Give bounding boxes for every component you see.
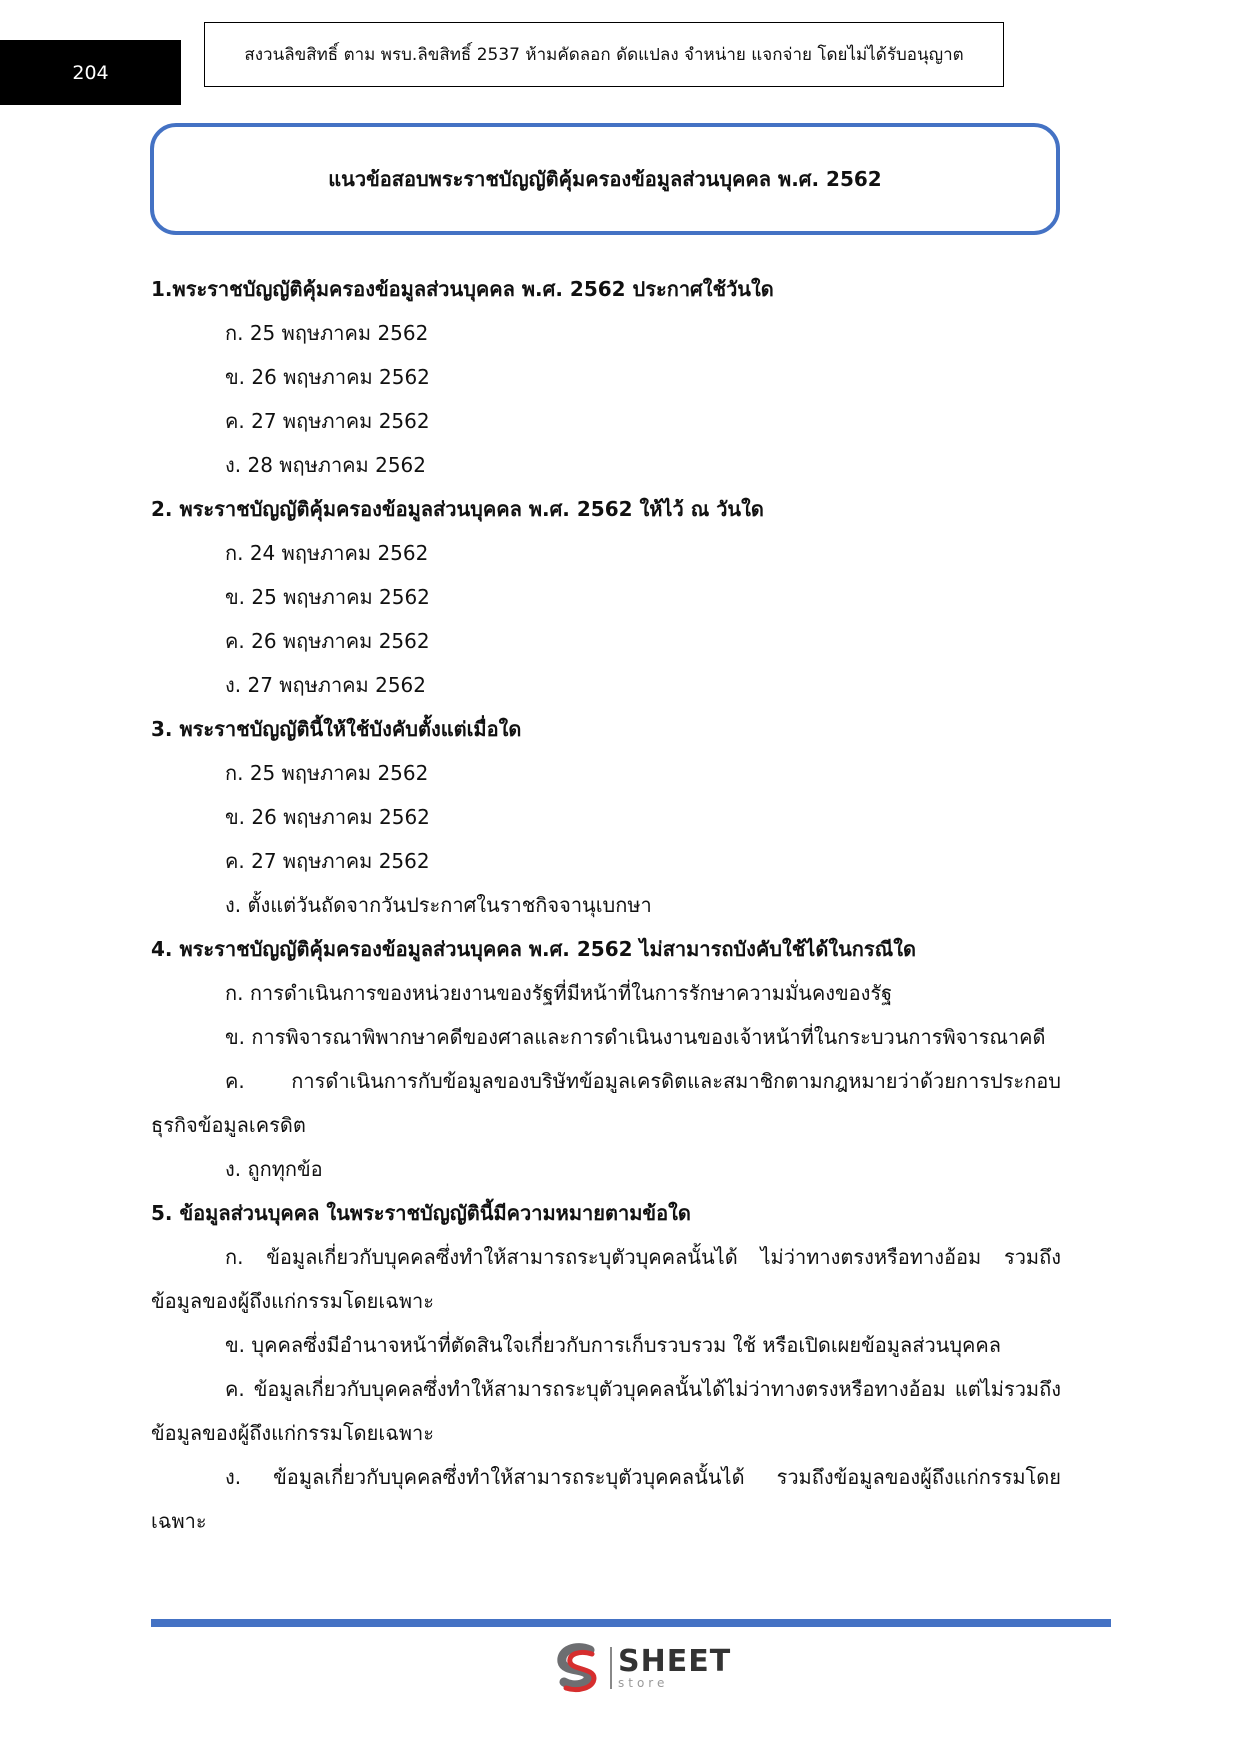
question-3: 3. พระราชบัญญัตินี้ให้ใช้บังคับตั้งแต่เมื่อใด xyxy=(151,717,522,741)
option-5b: ข. บุคคลซึ่งมีอำนาจหน้าที่ตัดสินใจเกี่ยวกับการเก็บรวบรวม ใช้ หรือเปิดเผยข้อมูลส่วนบุคคล xyxy=(225,1333,1002,1357)
option-5a: ก. ข้อมูลเกี่ยวกับบุคคลซึ่งทำให้สามารถระบุตัวบุคคลนั้นได้ ไม่ว่าทางตรงหรือทางอ้อม รวมถึงข้อมูลของผู้ถึงแก่กรรมโดยเฉพาะ xyxy=(151,1245,1061,1313)
option-2c: ค. 26 พฤษภาคม 2562 xyxy=(225,629,430,653)
option-2d: ง. 27 พฤษภาคม 2562 xyxy=(225,673,426,697)
option-5d: ง. ข้อมูลเกี่ยวกับบุคคลซึ่งทำให้สามารถระบุตัวบุคคลนั้นได้ รวมถึงข้อมูลของผู้ถึงแก่กรรมโดยเฉพาะ xyxy=(151,1465,1061,1533)
option-4c: ค. การดำเนินการกับข้อมูลของบริษัทข้อมูลเครดิตและสมาชิกตามกฎหมายว่าด้วยการประกอบธุรกิจข้อมูลเครดิต xyxy=(151,1069,1061,1137)
option-5c: ค. ข้อมูลเกี่ยวกับบุคคลซึ่งทำให้สามารถระบุตัวบุคคลนั้นได้ไม่ว่าทางตรงหรือทางอ้อม แต่ไม่รวมถึงข้อมูลของผู้ถึงแก่กรรมโดยเฉพาะ xyxy=(151,1377,1061,1445)
question-list xyxy=(151,267,1061,1543)
copyright-notice: สงวนลิขสิทธิ์ ตาม พรบ.ลิขสิทธิ์ 2537 ห้ามคัดลอก ดัดแปลง จำหน่าย แจกจ่าย โดยไม่ได้รับอนุญาต xyxy=(204,22,1004,87)
logo-text xyxy=(618,1644,732,1690)
option-4a: ก. การดำเนินการของหน่วยงานของรัฐที่มีหน้าที่ในการรักษาความมั่นคงของรัฐ xyxy=(225,981,893,1005)
logo-separator xyxy=(610,1647,612,1689)
page-title: แนวข้อสอบพระราชบัญญัติคุ้มครองข้อมูลส่วนบุคคล พ.ศ. 2562 xyxy=(150,123,1060,235)
logo-sub: store xyxy=(618,1676,669,1690)
option-1c: ค. 27 พฤษภาคม 2562 xyxy=(225,409,430,433)
option-4b: ข. การพิจารณาพิพากษาคดีของศาลและการดำเนินงานของเจ้าหน้าที่ในกระบวนการพิจารณาคดี xyxy=(225,1025,1046,1049)
question-2: 2. พระราชบัญญัติคุ้มครองข้อมูลส่วนบุคคล พ.ศ. 2562 ให้ไว้ ณ วันใด xyxy=(151,497,764,521)
option-1d: ง. 28 พฤษภาคม 2562 xyxy=(225,453,426,477)
footer-divider xyxy=(151,1619,1111,1627)
option-2b: ข. 25 พฤษภาคม 2562 xyxy=(225,585,430,609)
sheet-logo-icon xyxy=(552,1642,604,1694)
sheet-store-logo xyxy=(552,1640,732,1696)
logo-word: SHEET xyxy=(618,1644,732,1679)
option-3d: ง. ตั้งแต่วันถัดจากวันประกาศในราชกิจจานุเบกษา xyxy=(225,893,652,917)
question-4: 4. พระราชบัญญัติคุ้มครองข้อมูลส่วนบุคคล พ.ศ. 2562 ไม่สามารถบังคับใช้ได้ในกรณีใด xyxy=(151,937,916,961)
question-5: 5. ข้อมูลส่วนบุคคล ในพระราชบัญญัตินี้มีความหมายตามข้อใด xyxy=(151,1201,691,1225)
option-3a: ก. 25 พฤษภาคม 2562 xyxy=(225,761,429,785)
option-3b: ข. 26 พฤษภาคม 2562 xyxy=(225,805,430,829)
question-1: 1.พระราชบัญญัติคุ้มครองข้อมูลส่วนบุคคล พ.ศ. 2562 ประกาศใช้วันใด xyxy=(151,277,774,301)
option-1b: ข. 26 พฤษภาคม 2562 xyxy=(225,365,430,389)
option-1a: ก. 25 พฤษภาคม 2562 xyxy=(225,321,429,345)
option-2a: ก. 24 พฤษภาคม 2562 xyxy=(225,541,429,565)
option-4d: ง. ถูกทุกข้อ xyxy=(225,1157,323,1181)
option-3c: ค. 27 พฤษภาคม 2562 xyxy=(225,849,430,873)
page-number: 204 xyxy=(0,40,181,105)
